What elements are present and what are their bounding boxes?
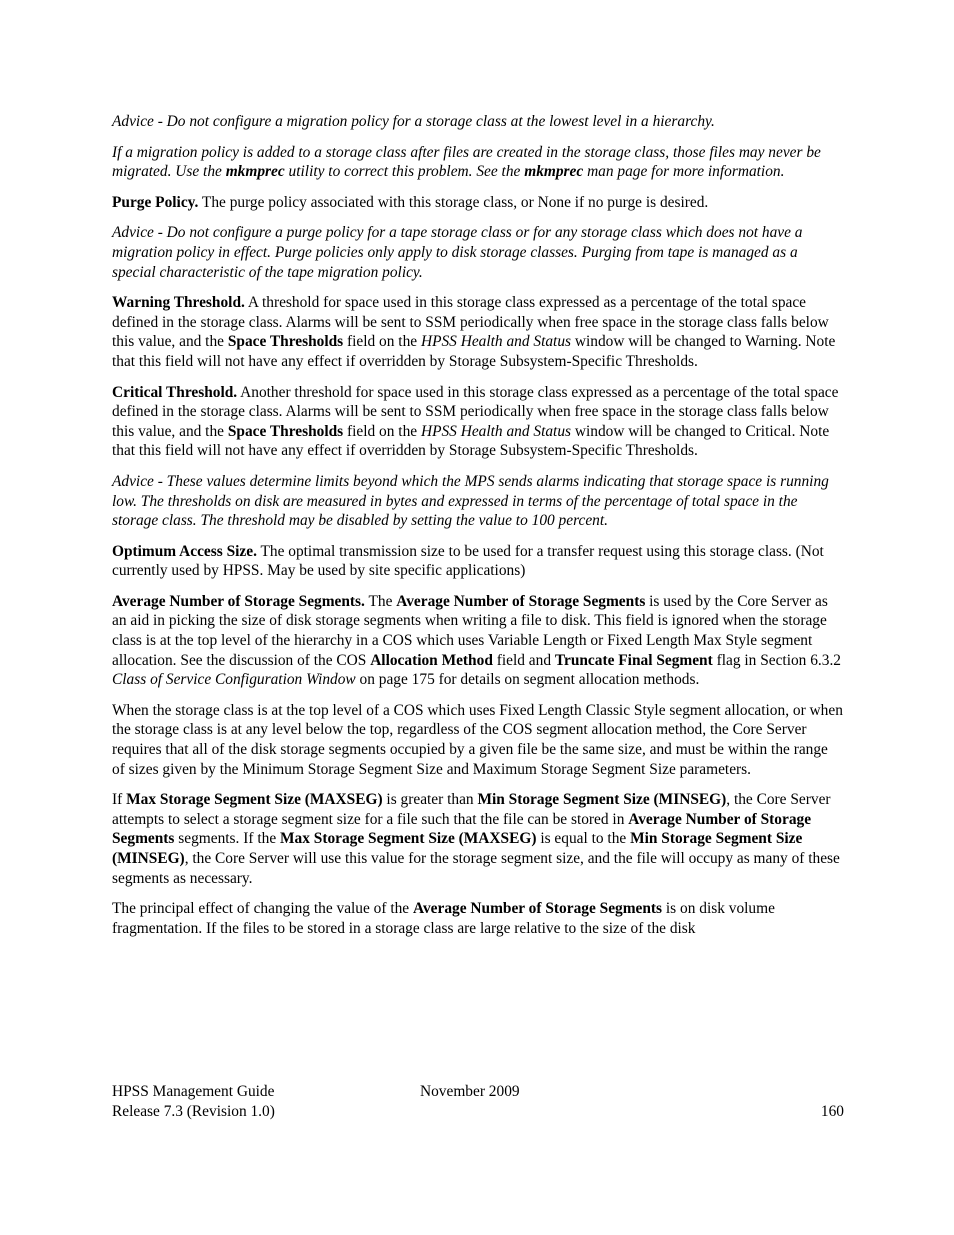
bold-text: Space Thresholds (227, 333, 344, 351)
text-run: A threshold for space used in this storage class expressed as a percentage of the total space defined in the storage class. Alarms will be sent to SSM periodically when free space in the storage class falls below this value, and the (112, 294, 829, 351)
body-paragraph (112, 383, 844, 461)
text-run: , the Core Server attempts to select a storage segment size for a file such that the file can be stored in (112, 791, 831, 828)
text-run: , the Core Server will use this value for the storage segment size, and the file will occupy as many of these segments as necessary. (112, 850, 840, 887)
text-run: The purge policy associated with this storage class, or None if no purge is desired. (198, 193, 709, 211)
advice-paragraph (112, 112, 844, 132)
bold-text: mkmprec (524, 163, 584, 181)
bold-text: Average Number of Storage Segments. (112, 592, 365, 610)
bold-text: Warning Threshold. (112, 294, 245, 312)
footer-guide-title: HPSS Management Guide (112, 1083, 275, 1100)
text-run: window will be changed to Critical. Note that this field will not have any effect if overridden by Storage Subsystem-Specific Thresholds. (112, 422, 830, 460)
text-run: field and (492, 651, 555, 669)
text-run: on page 175 for details on segment allocation methods. (355, 671, 700, 689)
text-run: man page for more information. (583, 163, 785, 181)
body-paragraph (112, 293, 844, 371)
bold-text: Average Number of Storage Segments (112, 810, 812, 848)
footer-date: November 2009 (420, 1083, 520, 1100)
text-run: When the storage class is at the top level of a COS which uses Fixed Length Classic Style segment allocation, or when the storage class is at any level below the top, regardless of the COS segment allocation method, the Core Server requires that all of the disk storage segments occupied by a given file be the same size, and must be within the range of sizes given by the Minimum Storage Segment Size and Maximum Storage Segment Size parameters. (112, 701, 843, 778)
text-run: field on the (343, 422, 421, 440)
text-run: flag in Section 6.3.2 (712, 651, 841, 669)
text-run: is equal to the (536, 830, 631, 848)
footer-page-number: 160 (820, 1103, 844, 1120)
text-run: field on the (343, 333, 421, 351)
text-run: utility to correct this problem. See the (284, 163, 525, 181)
text-run: is used by the Core Server as an aid in picking the size of disk storage segments when writing a file to disk. This field is ignored when the storage class is at the top level of the hierarchy in a COS which uses Variable Length or Fixed Length Max Style segment allocation. See the discussion of the COS (112, 592, 828, 669)
page-footer (112, 1082, 844, 1122)
document-body (112, 112, 844, 949)
italic-text: Class of Service Configuration Window (112, 671, 356, 689)
bold-text: Space Thresholds (227, 422, 344, 440)
text-run: segments. If the (174, 830, 280, 848)
body-paragraph (112, 790, 844, 888)
bold-text: Optimum Access Size. (112, 542, 257, 560)
bold-text: Purge Policy. (112, 193, 199, 211)
text-run: If a migration policy is added to a storage class after files are created in the storage class, those files may never be migrated. Use the (112, 143, 821, 181)
text-run: The optimal transmission size to be used for a transfer request using this storage class. (Not currently used by HPSS. May be used by site specific applications) (112, 542, 824, 580)
bold-text: Max Storage Segment Size (MAXSEG) (126, 791, 383, 809)
advice-paragraph (112, 223, 844, 282)
bold-text: Max Storage Segment Size (MAXSEG) (280, 830, 537, 848)
text-run: window will be changed to Warning. Note that this field will not have any effect if overridden by Storage Subsystem-Specific Thresholds. (112, 333, 836, 370)
italic-text: HPSS Health and Status (420, 422, 572, 440)
body-paragraph (112, 701, 844, 779)
text-run: The principal effect of changing the value of the (112, 900, 413, 918)
advice-paragraph (112, 143, 844, 182)
body-paragraph (112, 899, 844, 938)
text-run: The (364, 592, 397, 610)
body-paragraph (112, 592, 844, 690)
bold-text: Critical Threshold. (112, 383, 238, 401)
italic-text: HPSS Health and Status (420, 333, 572, 351)
text-run: Advice - These values determine limits beyond which the MPS sends alarms indicating that storage space is running low. The thresholds on disk are measured in bytes and expressed in terms of the percentage of total space in the storage class. The threshold may be disabled by setting the value to 100 percent. (112, 472, 829, 530)
body-paragraph (112, 542, 844, 581)
text-run: Advice - Do not configure a purge policy for a tape storage class or for any storage class which does not have a migration policy in effect. Purge policies only apply to disk storage classes. Purging from tape is managed as a special characteristic of the tape migration policy. (112, 224, 803, 281)
bold-text: Average Number of Storage Segments (413, 900, 663, 918)
text-run: Another threshold for space used in this storage class expressed as a percentage of the total space defined in the storage class. Alarms will be sent to SSM periodically when free space in the storage class falls below this value, and the (112, 383, 839, 440)
text-run: is on disk volume fragmentation. If the files to be stored in a storage class are large relative to the size of the disk (112, 900, 775, 937)
bold-text: mkmprec (225, 163, 285, 181)
footer-release: Release 7.3 (Revision 1.0) (112, 1103, 275, 1120)
bold-text: Min Storage Segment Size (MINSEG) (112, 830, 803, 867)
bold-text: Truncate Final Segment (554, 651, 713, 669)
text-run: Advice - Do not configure a migration policy for a storage class at the lowest level in a hierarchy. (112, 113, 715, 130)
body-paragraph (112, 193, 844, 213)
bold-text: Allocation Method (370, 651, 493, 669)
bold-text: Min Storage Segment Size (MINSEG) (477, 791, 727, 809)
advice-paragraph (112, 472, 844, 531)
bold-text: Average Number of Storage Segments (396, 592, 646, 610)
text-run: If (112, 791, 127, 809)
text-run: is greater than (382, 791, 478, 809)
